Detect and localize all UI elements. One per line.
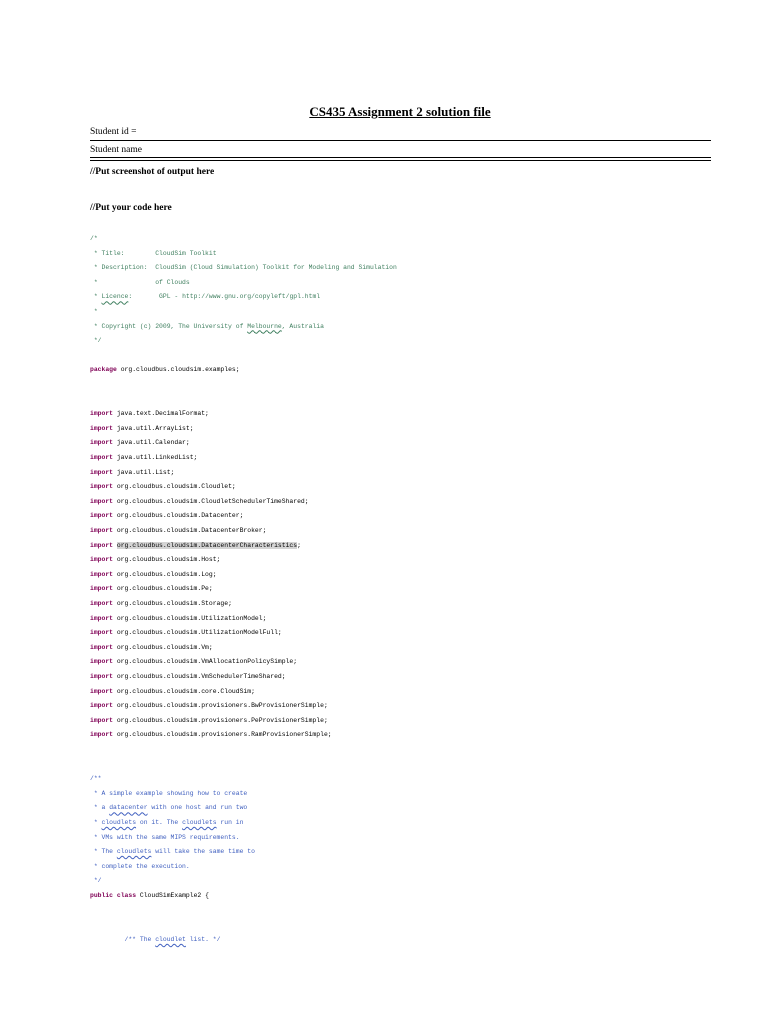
code-line <box>90 834 240 842</box>
code-comment: , Australia <box>281 322 324 330</box>
code-keyword: import <box>90 570 114 578</box>
code-line <box>90 629 282 637</box>
double-rule-top <box>90 157 711 158</box>
code-line <box>90 848 255 856</box>
code-comment: * of Clouds <box>90 278 190 286</box>
code-line <box>90 673 286 681</box>
code-line <box>90 337 102 345</box>
code-line <box>90 775 102 783</box>
code-keyword: class <box>116 892 137 899</box>
code-line <box>90 644 213 652</box>
code-text: org.cloudbus.cloudsim.core.CloudSim; <box>113 687 255 695</box>
code-comment: : GPL - http://www.gnu.org/copyleft/gpl.html <box>128 293 321 301</box>
code-comment: */ <box>90 877 102 885</box>
code-line <box>90 688 255 696</box>
code-comment: * <box>90 819 102 826</box>
code-line <box>90 863 190 871</box>
code-keyword: import <box>90 424 114 432</box>
student-name-label: Student name <box>90 145 142 155</box>
code-comment: list. */ <box>185 935 221 943</box>
code-line <box>90 585 213 593</box>
code-line <box>90 615 266 623</box>
code-line <box>90 483 236 491</box>
code-text: org.cloudbus.cloudsim.provisioners.PeProvisionerSimple; <box>113 716 328 724</box>
code-text: ; <box>297 541 301 549</box>
code-text: org.cloudbus.cloudsim.examples; <box>116 366 240 374</box>
code-text: org.cloudbus.cloudsim.Vm; <box>113 643 213 651</box>
code-comment: * The <box>90 848 117 856</box>
code-comment: /* <box>90 235 98 242</box>
code-text: java.util.ArrayList; <box>113 424 194 432</box>
code-text: org.cloudbus.cloudsim.Datacenter; <box>113 512 244 520</box>
code-keyword: public <box>90 892 114 899</box>
code-comment: * VMs with the same MIPS requirements. <box>90 833 240 841</box>
code-line <box>90 892 209 900</box>
code-keyword: import <box>90 716 114 724</box>
code-comment: * Copyright (c) 2009, The University of <box>90 322 248 330</box>
code-comment: */ <box>90 337 102 345</box>
code-text: java.util.LinkedList; <box>113 454 198 461</box>
code-heading: //Put your code here <box>90 203 172 213</box>
code-line <box>90 936 220 944</box>
code-text: org.cloudbus.cloudsim.UtilizationModelFull; <box>113 629 282 637</box>
code-line <box>90 498 309 506</box>
code-comment: * <box>90 293 102 301</box>
code-line <box>90 308 98 316</box>
code-line <box>90 571 217 579</box>
code-comment: run in <box>216 819 244 826</box>
code-line <box>90 250 217 258</box>
code-line <box>90 790 247 798</box>
code-comment: datacenter <box>109 804 148 812</box>
code-line <box>90 469 174 477</box>
code-keyword: import <box>90 527 114 534</box>
code-line <box>90 264 397 272</box>
code-keyword: import <box>90 541 114 549</box>
code-keyword: import <box>90 687 114 695</box>
code-text: org.cloudbus.cloudsim.DatacenterCharacteristics <box>116 541 298 549</box>
code-comment: cloudlets <box>116 848 152 856</box>
code-text: java.text.DecimalFormat; <box>113 410 209 418</box>
code-comment: * Title: CloudSim Toolkit <box>90 249 217 257</box>
code-text: org.cloudbus.cloudsim.Log; <box>113 570 217 578</box>
code-line <box>90 527 266 535</box>
code-line <box>90 542 301 550</box>
field-divider <box>90 140 711 141</box>
document-title: CS435 Assignment 2 solution file <box>309 104 491 119</box>
code-keyword: import <box>90 673 114 680</box>
code-line <box>90 439 190 447</box>
code-line <box>90 877 102 885</box>
code-comment: /** The <box>90 935 156 943</box>
screenshot-heading: //Put screenshot of output here <box>90 167 215 177</box>
code-comment: on it. The <box>136 819 183 826</box>
code-comment: * Description: CloudSim (Cloud Simulation) Toolkit for Modeling and Simulation <box>90 264 397 272</box>
code-text: CloudSimExample2 { <box>136 892 209 899</box>
code-line <box>90 556 220 564</box>
code-keyword: import <box>90 629 114 637</box>
code-line <box>90 702 328 710</box>
code-line <box>90 731 332 739</box>
code-keyword: import <box>90 658 114 666</box>
code-text: org.cloudbus.cloudsim.CloudletSchedulerTimeShared; <box>113 497 309 505</box>
code-keyword: import <box>90 439 114 447</box>
code-text: java.util.List; <box>113 468 175 476</box>
code-comment: * A simple example showing how to create <box>90 789 248 797</box>
code-comment: cloudlets <box>101 819 137 826</box>
code-text: org.cloudbus.cloudsim.UtilizationModel; <box>113 614 267 622</box>
code-keyword: import <box>90 483 114 491</box>
code-keyword: import <box>90 643 114 651</box>
double-rule-bottom <box>90 160 711 161</box>
code-keyword: import <box>90 702 114 710</box>
code-keyword: import <box>90 731 114 739</box>
code-line <box>90 600 232 608</box>
code-text: org.cloudbus.cloudsim.Cloudlet; <box>113 483 236 491</box>
code-text: org.cloudbus.cloudsim.Storage; <box>113 600 232 607</box>
student-id-label: Student id = <box>90 127 137 137</box>
code-comment: Licence <box>101 293 129 301</box>
code-line <box>90 512 243 520</box>
code-line <box>90 717 328 725</box>
code-text: java.util.Calendar; <box>113 439 190 447</box>
code-keyword: import <box>90 600 114 607</box>
code-comment: will take the same time to <box>151 848 255 856</box>
code-keyword: import <box>90 410 114 418</box>
code-text: org.cloudbus.cloudsim.provisioners.BwProvisionerSimple; <box>113 702 328 710</box>
code-keyword: import <box>90 585 114 593</box>
code-comment: Melbourne <box>247 322 282 330</box>
code-comment: cloudlets <box>182 819 217 826</box>
code-comment: * <box>90 308 98 315</box>
code-comment: cloudlet <box>155 935 186 943</box>
code-comment: /** <box>90 775 102 783</box>
code-text: org.cloudbus.cloudsim.Pe; <box>113 585 213 593</box>
code-keyword: import <box>90 614 114 622</box>
code-keyword: import <box>90 454 114 461</box>
code-line <box>90 658 297 666</box>
code-keyword: package <box>90 366 117 374</box>
code-line <box>90 804 247 812</box>
code-line <box>90 410 209 418</box>
code-line <box>90 425 194 433</box>
code-comment: * complete the execution. <box>90 862 190 870</box>
code-text: org.cloudbus.cloudsim.provisioners.RamProvisionerSimple; <box>113 731 332 739</box>
code-text: org.cloudbus.cloudsim.DatacenterBroker; <box>113 527 267 534</box>
code-line <box>90 293 320 301</box>
code-line <box>90 279 190 287</box>
code-keyword: import <box>90 468 114 476</box>
code-line <box>90 323 324 331</box>
code-comment: * a <box>90 804 110 812</box>
code-keyword: import <box>90 497 114 505</box>
code-line <box>90 454 197 462</box>
code-text: org.cloudbus.cloudsim.Host; <box>113 556 221 564</box>
code-line <box>90 819 243 827</box>
code-text: org.cloudbus.cloudsim.VmSchedulerTimeShared; <box>113 673 286 680</box>
code-text: org.cloudbus.cloudsim.VmAllocationPolicySimple; <box>113 658 298 666</box>
code-line <box>90 366 240 374</box>
code-keyword: import <box>90 512 114 520</box>
code-line <box>90 235 98 243</box>
code-keyword: import <box>90 556 114 564</box>
code-comment: with one host and run two <box>147 804 248 812</box>
